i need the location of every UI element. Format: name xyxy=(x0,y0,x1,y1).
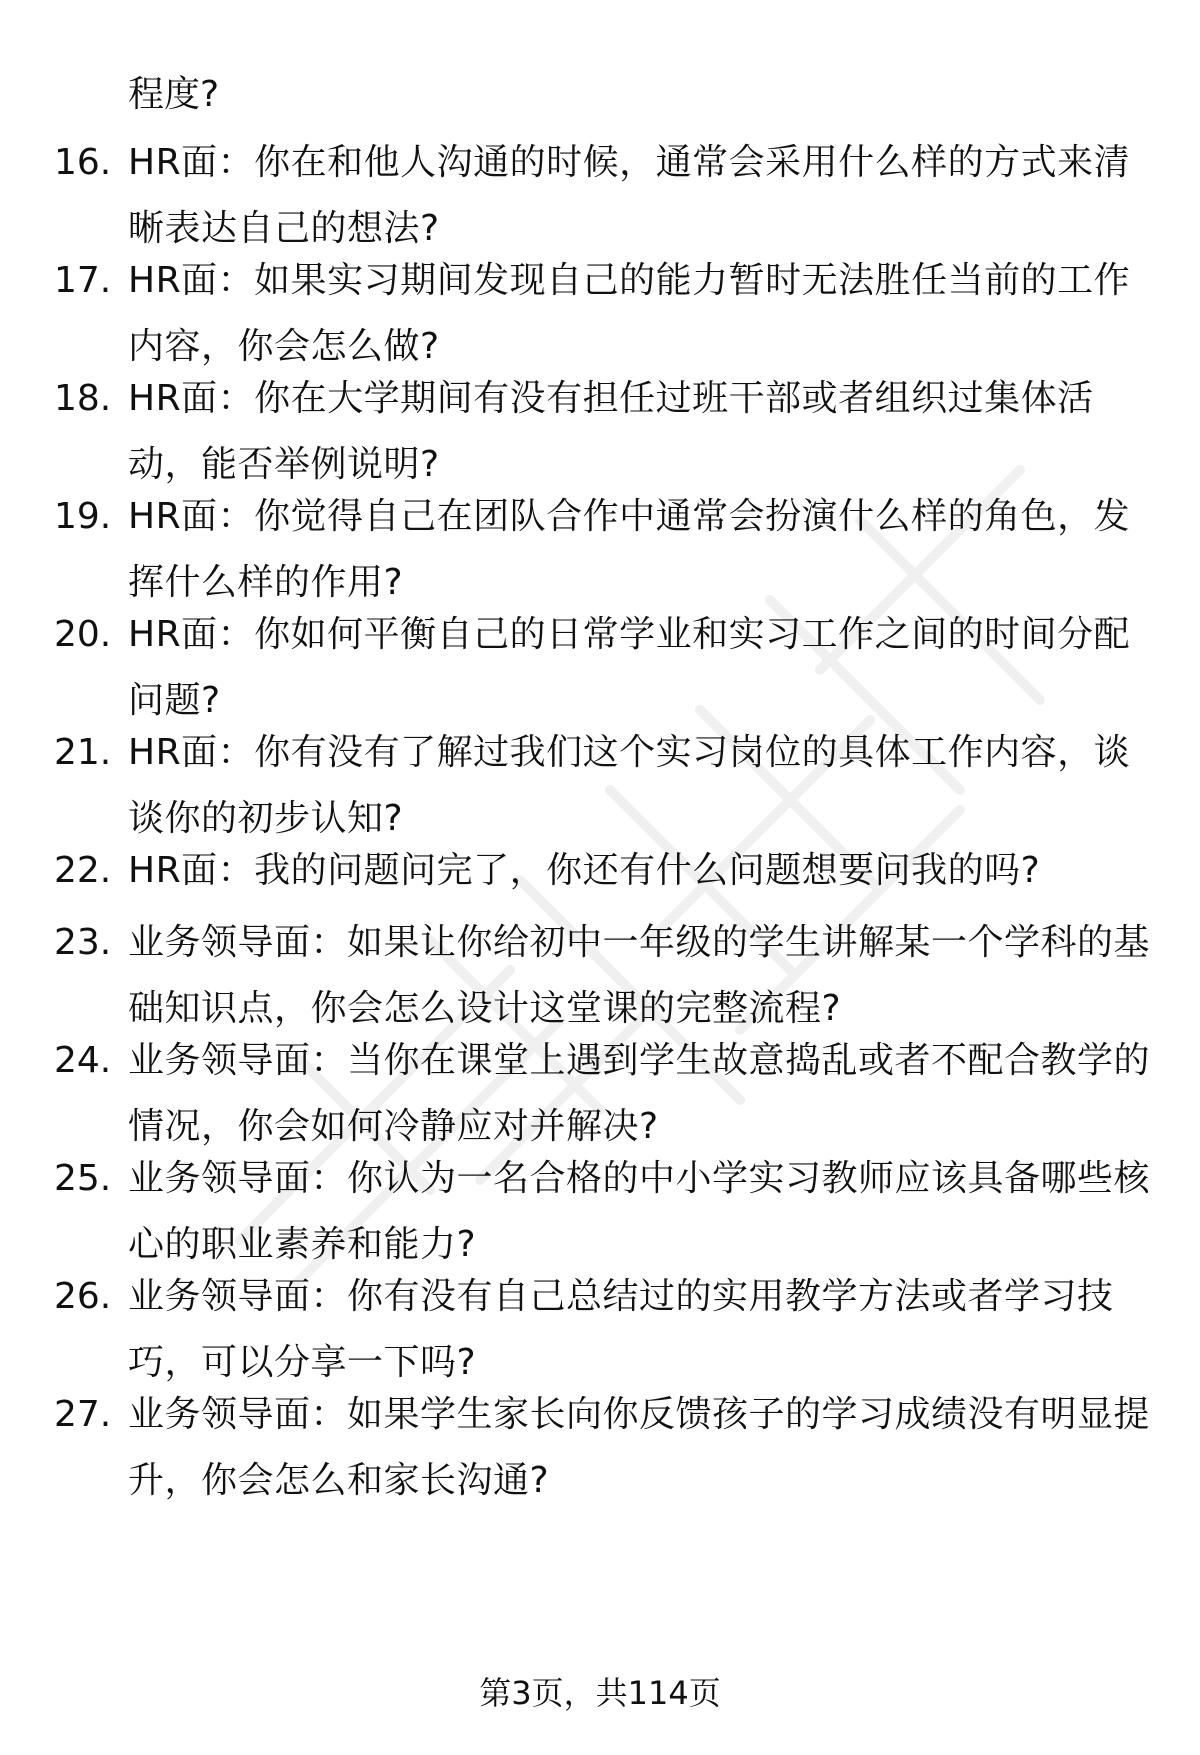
item-text: HR面：你有没有了解过我们这个实习岗位的具体工作内容，谈谈你的初步认知? xyxy=(128,732,1131,839)
item-number: 25. xyxy=(54,1158,112,1199)
item-text: 业务领导面：如果让你给初中一年级的学生讲解某一个学科的基础知识点，你会怎么设计这堂课的完整流程? xyxy=(128,922,1151,1029)
item-text: 业务领导面：如果学生家长向你反馈孩子的学习成绩没有明显提升，你会怎么和家长沟通? xyxy=(128,1394,1151,1501)
item-number: 26. xyxy=(54,1276,112,1317)
item-number: 16. xyxy=(54,142,112,183)
item-text: HR面：你觉得自己在团队合作中通常会扮演什么样的角色，发挥什么样的作用? xyxy=(128,496,1131,603)
item-number: 23. xyxy=(54,922,112,963)
item-number: 22. xyxy=(54,850,112,891)
item-number: 17. xyxy=(54,260,112,301)
item-number: 20. xyxy=(54,614,112,655)
item-number: 18. xyxy=(54,378,112,419)
item-text: 业务领导面：你有没有自己总结过的实用教学方法或者学习技巧，可以分享一下吗? xyxy=(128,1276,1114,1383)
item-text: HR面：你在和他人沟通的时候，通常会采用什么样的方式来清晰表达自己的想法? xyxy=(128,142,1131,249)
item-text: HR面：你如何平衡自己的日常学业和实习工作之间的时间分配问题? xyxy=(128,614,1131,721)
item-number: 21. xyxy=(54,732,112,773)
item-number: 24. xyxy=(54,1040,112,1081)
item-text: HR面：我的问题问完了，你还有什么问题想要问我的吗? xyxy=(128,850,1041,891)
page-footer: 第3页，共114页 xyxy=(479,1674,721,1712)
continuation-line: 程度? xyxy=(128,74,220,115)
item-number: 19. xyxy=(54,496,112,537)
item-text: 业务领导面：当你在课堂上遇到学生故意捣乱或者不配合教学的情况，你会如何冷静应对并解决? xyxy=(128,1040,1151,1147)
item-text: HR面：如果实习期间发现自己的能力暂时无法胜任当前的工作内容，你会怎么做? xyxy=(128,260,1131,367)
item-text: 业务领导面：你认为一名合格的中小学实习教师应该具备哪些核心的职业素养和能力? xyxy=(128,1158,1151,1265)
item-text: HR面：你在大学期间有没有担任过班干部或者组织过集体活动，能否举例说明? xyxy=(128,378,1094,485)
item-number: 27. xyxy=(54,1394,112,1435)
